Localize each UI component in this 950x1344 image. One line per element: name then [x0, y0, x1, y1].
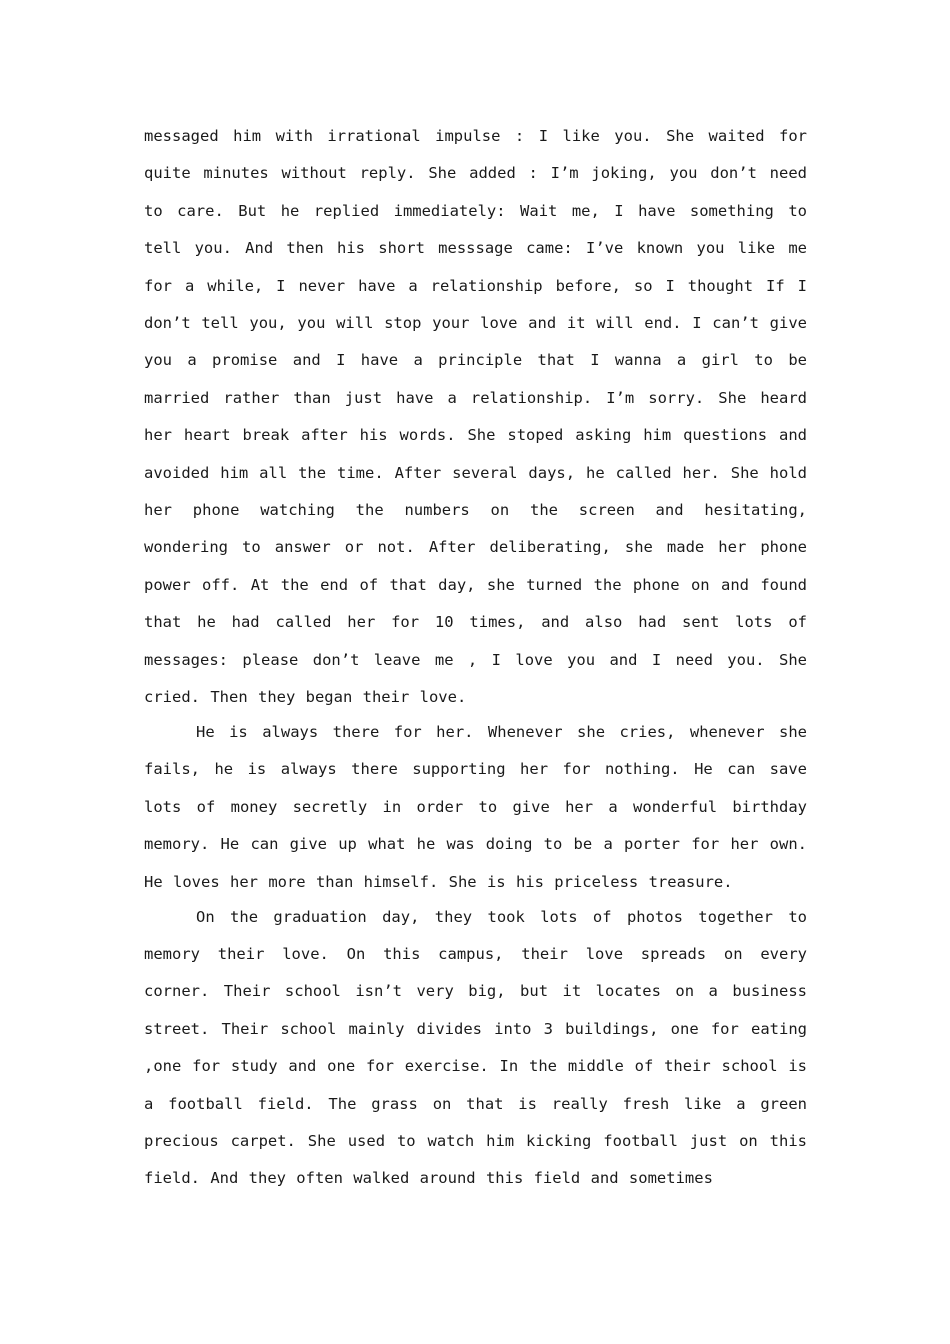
- paragraph-2: He is always there for her. Whenever she cries, whenever she fails, he is always there supporting her for nothing. He can save lots of money secretly in order to give her a wonderful birthday memory. He can give up what he was doing to be a porter for her own. He loves her more than himself. She is his priceless treasure.: [144, 723, 807, 891]
- body-text: [144, 118, 807, 1198]
- paragraph-3: On the graduation day, they took lots of photos together to memory their love. On this campus, their love spreads on every corner. Their school isn’t very big, but it locates on a business street. Their school mainly divides into 3 buildings, one for eating ,one for study and one for exercise. In the middle of their school is a football field. The grass on that is really fresh like a green precious carpet. She used to watch him kicking football just on this field. And they often walked around this field and sometimes: [144, 907, 807, 1188]
- paragraph-1: messaged him with irrational impulse : I like you. She waited for quite minutes without reply. She added : I’m joking, you don’t need to care. But he replied immediately: Wait me, I have something to tell you. And then his short messsage came: I’ve known you like me for a while, I never have a relationship before, so I thought If I don’t tell you, you will stop your love and it will end. I can’t give you a promise and I have a principle that I wanna a girl to be married rather than just have a relationship. I’m sorry. She heard her heart break after his words. She stoped asking him questions and avoided him all the time. After several days, he called her. She hold her phone watching the numbers on the screen and hesitating, wondering to answer or not. After deliberating, she made her phone power off. At the end of that day, she turned the phone on and found that he had called her for 10 times, and also had sent lots of messages: please don’t leave me , I love you and I need you. She cried. Then they began their love.: [144, 127, 807, 707]
